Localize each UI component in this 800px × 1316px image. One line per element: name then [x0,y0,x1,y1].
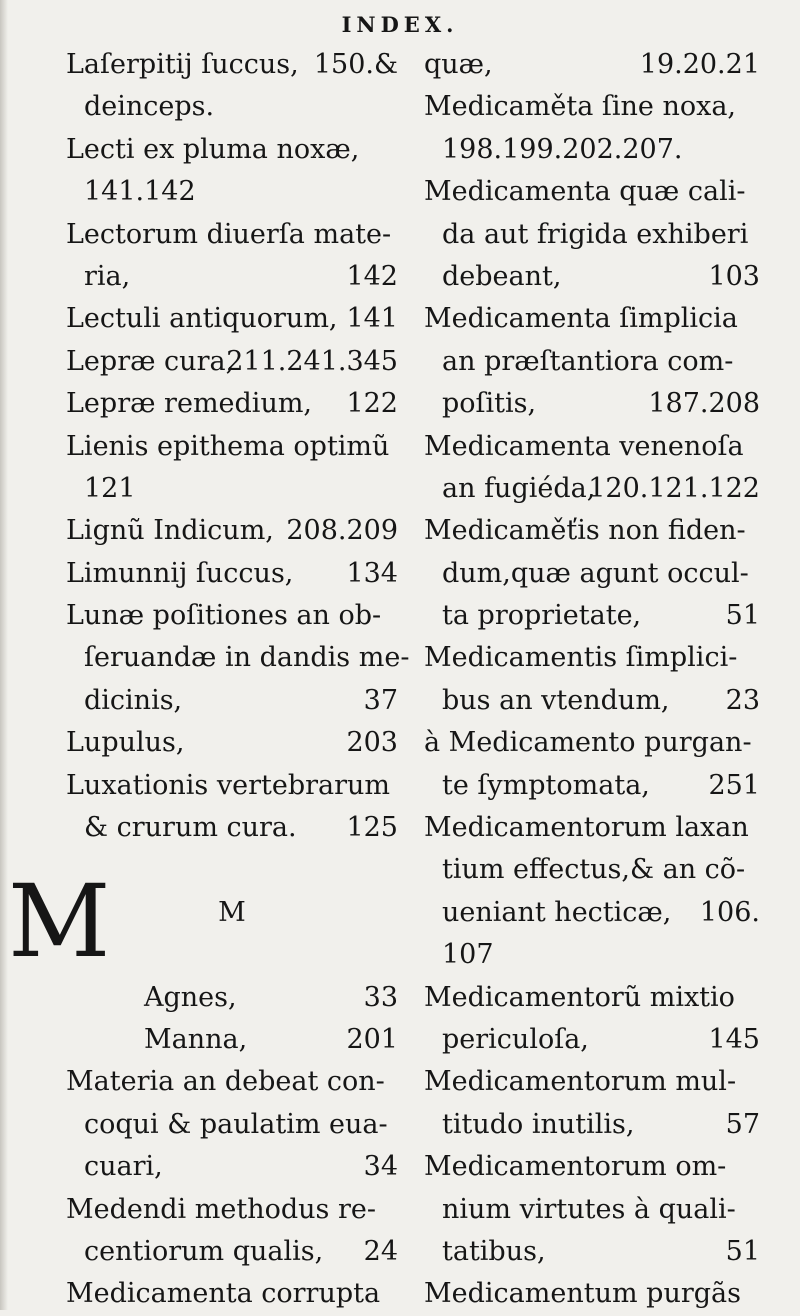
page-reference: 34 [363,1151,398,1183]
page-reference: 122 [346,388,398,420]
entry-text: poſitis, [442,388,537,420]
index-entry [66,214,398,256]
index-entry [424,341,760,383]
entry-text: deinceps. [84,91,215,123]
entry-text: cuari, [84,1151,163,1183]
index-entry [424,1146,760,1188]
index-entry [424,129,760,171]
entry-text: da aut frigida exhiberi [442,218,749,250]
index-entry [66,637,410,679]
page-reference: 203 [346,727,398,759]
index-entry [424,637,760,679]
index-entry [66,722,398,764]
index-entry [424,1231,760,1273]
page-reference: 33 [363,981,398,1013]
index-entry [66,553,398,595]
index-entry [66,510,398,552]
index-entry [66,129,398,171]
page-reference: 141 [346,303,398,335]
entry-text: Manna, [144,1023,248,1055]
entry-text: Lecti ex pluma noxæ, [66,133,360,165]
page-reference: 208.209 [286,515,398,547]
entry-text: an fugiéda, [442,472,596,504]
index-entry [424,595,760,637]
index-entry [66,256,398,298]
entry-text: Medicamentorum laxan [424,812,749,844]
page-reference: 24 [363,1235,398,1267]
index-entry [66,341,398,383]
index-entry [424,86,760,128]
entry-text: Lectorum diuerſa mate- [66,218,392,250]
entry-text: Medicamenta ſimplicia [424,303,738,335]
page-reference: 201 [346,1023,398,1055]
drop-cap: M [8,863,111,980]
entry-text: te ſymptomata, [442,769,650,801]
entry-text: ſeruandæ in dandis me- [84,642,410,674]
index-entry [424,1061,760,1103]
entry-text: coqui & paulatim eua- [84,1108,388,1140]
index-entry [66,1019,398,1061]
entry-text: 198.199.202.207. [442,133,683,165]
index-entry [424,892,760,934]
section-heading [66,892,398,934]
index-entry [424,807,760,849]
page-reference: 23 [725,684,760,716]
index-column-left [66,44,410,1316]
page-reference: 51 [725,1235,760,1267]
index-entry [424,1104,760,1146]
page-reference: 51 [725,600,760,632]
index-entry [66,44,398,86]
entry-text: tium effectus,& an cõ- [442,854,746,886]
entry-text: Medicamenta corrupta [66,1278,381,1310]
entry-text: Lepræ cura, [66,345,235,377]
index-entry [424,44,760,86]
entry-text: & crurum cura. [84,812,297,844]
entry-text: 107 [442,939,494,971]
entry-text: Lunæ poſitiones an ob- [66,600,382,632]
entry-text: Lupulus, [66,727,185,759]
page-reference: 125 [346,812,398,844]
index-entry [66,86,398,128]
index-entry [424,468,760,510]
index-entry [66,1189,398,1231]
entry-text: debeant, [442,260,562,292]
page-reference: 37 [363,684,398,716]
entry-text: Medicamenta quæ cali- [424,176,746,208]
page-reference: 120.121.122 [588,472,760,504]
index-entry [66,426,398,468]
index-entry [66,1231,398,1273]
index-entry [424,426,760,468]
entry-text: Medendi methodus re- [66,1193,376,1225]
index-entry [424,977,760,1019]
index-entry [66,298,398,340]
entry-text: an præſtantiora com- [442,345,734,377]
index-entry [424,934,760,976]
index-entry [66,765,398,807]
page-reference: 145 [708,1023,760,1055]
index-entry [66,595,398,637]
index-entry [424,680,760,722]
index-entry [424,256,760,298]
index-column-right [424,44,760,1316]
index-entry [66,807,398,849]
entry-text: Medicaměťis non fiden- [424,515,746,547]
page-reference: 142 [346,260,398,292]
entry-text: nium virtutes à quali- [442,1193,736,1225]
index-entry [66,977,398,1019]
index-entry [424,1019,760,1061]
index-entry [424,849,760,891]
index-entry [66,1273,398,1315]
index-entry [424,510,760,552]
entry-text: Lienis epithema optimũ [66,430,390,462]
index-entry [424,383,760,425]
index-entry [424,553,760,595]
entry-text: Laſerpitij ſuccus, [66,49,299,80]
entry-text: titudo inutilis, [442,1108,635,1140]
entry-text: Agnes, [144,981,237,1013]
index-entry [66,1146,398,1188]
entry-text: Medicamentorũ mixtio [424,981,735,1013]
index-entry [66,1061,398,1103]
index-entry [66,383,398,425]
entry-text: Lectuli antiquorum, [66,303,338,335]
page-reference: 251 [708,769,760,801]
entry-text: Limunnij ſuccus, [66,557,294,589]
index-entry [424,722,760,764]
entry-text: ria, [84,260,131,292]
page-reference: 103 [708,260,760,292]
entry-text: Luxationis vertebrarum [66,769,390,801]
index-entry [66,468,398,510]
index-entry [66,680,398,722]
index-entry [424,298,760,340]
entry-text: Lepræ remedium, [66,388,313,420]
entry-text: Medicamentorum om- [424,1151,727,1183]
running-title: INDEX. [341,12,459,37]
entry-text: Medicaměta ſine noxa, [424,91,737,123]
spacer [66,934,398,976]
entry-text: bus an vtendum, [442,684,670,716]
entry-text: Medicamenta venenoſa [424,430,744,462]
page-reference: 134 [346,557,398,589]
entry-text: Medicamentis ſimplici- [424,642,738,674]
entry-text: Lignũ Indicum, [66,515,274,547]
page-reference: 57 [725,1108,760,1140]
index-entry [66,171,398,213]
entry-text: tatibus, [442,1235,546,1267]
entry-text: centiorum qualis, [84,1235,324,1267]
entry-text: Medicamentorum mul- [424,1066,737,1098]
spacer [66,849,398,891]
section-letter: M [218,896,246,928]
entry-text: ta proprietate, [442,600,642,632]
page-reference: 19.20.21 [639,49,760,80]
entry-text: dum,quæ agunt occul- [442,557,749,589]
entry-text: Materia an debeat con- [66,1066,385,1098]
page-reference: 150.& [313,49,398,80]
entry-text: 121 [84,472,136,504]
entry-text: 141.142 [84,176,196,208]
index-entry [424,171,760,213]
index-entry [424,1189,760,1231]
entry-text: Medicamentum purgãs [424,1278,741,1310]
index-entry [66,1104,398,1146]
entry-text: ueniant hecticæ, [442,896,672,928]
entry-text: dicinis, [84,684,183,716]
entry-text: quæ, [424,49,493,80]
index-entry [424,1273,760,1315]
page-reference: 106. [699,896,760,928]
page-reference: 211.241.345 [226,345,398,377]
index-entry [424,214,760,256]
index-entry [424,765,760,807]
page-reference: 187.208 [648,388,760,420]
entry-text: periculoſa, [442,1023,589,1055]
entry-text: à Medicamento purgan- [424,727,752,759]
